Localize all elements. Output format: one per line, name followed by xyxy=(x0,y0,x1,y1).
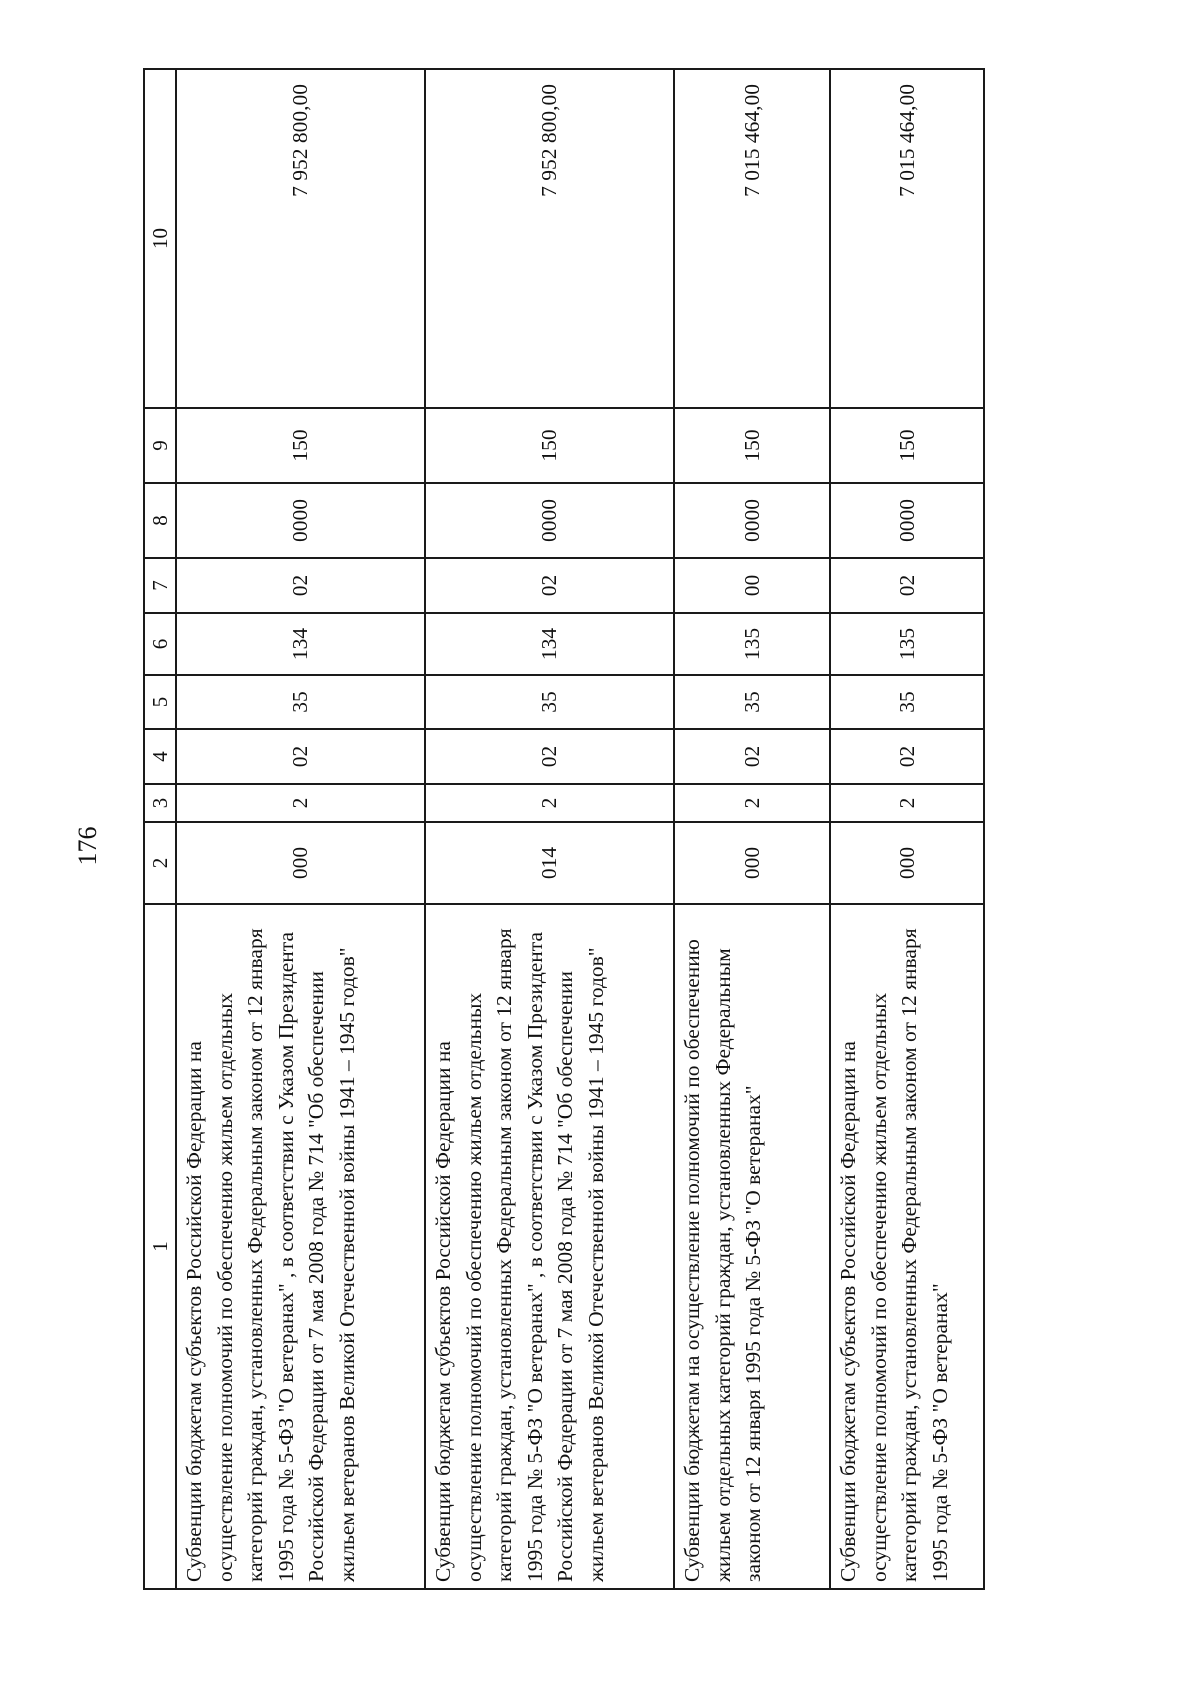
table-row xyxy=(830,69,984,1589)
row-description: Субвенции бюджетам на осуществление полномочий по обеспечению жильем отдельных категорий граждан, установленных Федеральным законом от 12 января 1995 года № 5-ФЗ "О ветеранах" xyxy=(674,904,830,1589)
cell-group: 2 xyxy=(674,784,830,822)
column-header: 10 xyxy=(144,69,176,408)
column-header: 3 xyxy=(144,784,176,822)
cell-article: 35 xyxy=(830,675,984,729)
cell-subgroup: 02 xyxy=(830,729,984,784)
cell-economic-code: 150 xyxy=(674,408,830,483)
cell-subarticle: 135 xyxy=(830,613,984,675)
column-header: 5 xyxy=(144,675,176,729)
column-header: 2 xyxy=(144,822,176,904)
page-number: 176 xyxy=(73,826,102,866)
cell-subgroup: 02 xyxy=(176,729,425,784)
cell-element: 00 xyxy=(674,558,830,613)
table-row xyxy=(674,69,830,1589)
column-header: 4 xyxy=(144,729,176,784)
cell-subarticle: 134 xyxy=(176,613,425,675)
cell-economic-code: 150 xyxy=(176,408,425,483)
cell-program: 0000 xyxy=(830,483,984,558)
cell-program: 0000 xyxy=(425,483,674,558)
cell-subarticle: 134 xyxy=(425,613,674,675)
column-header: 6 xyxy=(144,613,176,675)
cell-group: 2 xyxy=(425,784,674,822)
cell-element: 02 xyxy=(830,558,984,613)
cell-admin-code: 000 xyxy=(176,822,425,904)
cell-amount: 7 015 464,00 xyxy=(674,69,830,408)
cell-admin-code: 000 xyxy=(830,822,984,904)
rotated-table-container xyxy=(143,70,965,1590)
header-row xyxy=(144,69,176,1589)
column-header: 1 xyxy=(144,904,176,1589)
column-header: 8 xyxy=(144,483,176,558)
cell-article: 35 xyxy=(176,675,425,729)
cell-element: 02 xyxy=(425,558,674,613)
table-row xyxy=(176,69,425,1589)
cell-subarticle: 135 xyxy=(674,613,830,675)
cell-subgroup: 02 xyxy=(425,729,674,784)
cell-amount: 7 952 800,00 xyxy=(425,69,674,408)
cell-amount: 7 015 464,00 xyxy=(830,69,984,408)
cell-group: 2 xyxy=(830,784,984,822)
cell-group: 2 xyxy=(176,784,425,822)
cell-economic-code: 150 xyxy=(425,408,674,483)
cell-economic-code: 150 xyxy=(830,408,984,483)
row-description: Субвенции бюджетам субъектов Российской Федерации на осуществление полномочий по обеспечению жильем отдельных категорий граждан, установленных Федеральным законом от 12 января 1995 года № 5-ФЗ "О ветеранах" xyxy=(830,904,984,1589)
cell-program: 0000 xyxy=(674,483,830,558)
cell-admin-code: 014 xyxy=(425,822,674,904)
cell-program: 0000 xyxy=(176,483,425,558)
cell-subgroup: 02 xyxy=(674,729,830,784)
column-header: 9 xyxy=(144,408,176,483)
column-header: 7 xyxy=(144,558,176,613)
row-description: Субвенции бюджетам субъектов Российской Федерации на осуществление полномочий по обеспечению жильем отдельных категорий граждан, установленных Федеральным законом от 12 января 1995 года № 5-ФЗ "О ветеранах" , в соответствии с Указом Президента Российской Федерации от 7 мая 2008 года № 714 "Об обеспечении жильем ветеранов Великой Отечественной войны 1941 – 1945 годов" xyxy=(425,904,674,1589)
cell-article: 35 xyxy=(425,675,674,729)
row-description: Субвенции бюджетам субъектов Российской Федерации на осуществление полномочий по обеспечению жильем отдельных категорий граждан, установленных Федеральным законом от 12 января 1995 года № 5-ФЗ "О ветеранах" , в соответствии с Указом Президента Российской Федерации от 7 мая 2008 года № 714 "Об обеспечении жильем ветеранов Великой Отечественной войны 1941 – 1945 годов" xyxy=(176,904,425,1589)
table-row xyxy=(425,69,674,1589)
cell-amount: 7 952 800,00 xyxy=(176,69,425,408)
cell-article: 35 xyxy=(674,675,830,729)
cell-admin-code: 000 xyxy=(674,822,830,904)
budget-table xyxy=(143,68,985,1590)
cell-element: 02 xyxy=(176,558,425,613)
